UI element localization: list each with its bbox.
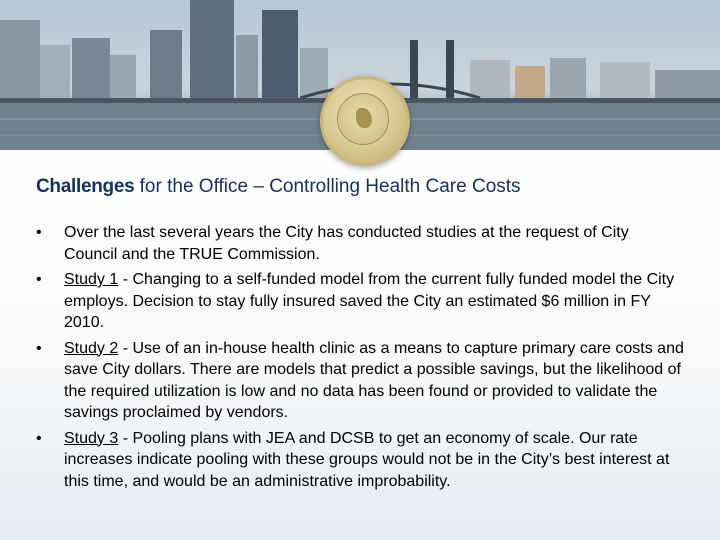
bullet-item-study-3: [36, 428, 686, 493]
bullet-marker: •: [36, 429, 42, 447]
city-seal-logo: [320, 76, 410, 166]
seal-emblem: [337, 93, 389, 145]
seal-map-shape: [356, 108, 372, 128]
bullet-item-study-2: [36, 338, 686, 424]
slide-title-strong: Challenges: [36, 176, 135, 197]
bullet-text: Over the last several years the City has conducted studies at the request of City Council and the TRUE Commission.: [64, 224, 629, 263]
study-2-link[interactable]: Study 2: [64, 339, 119, 357]
bullet-text: - Use of an in-house health clinic as a means to capture primary care costs and save City dollars. There are models that predict a possible savings, but the likelihood of the required utilization is low and no data has been found or provided to validate the savings proclaimed by vendors.: [64, 339, 684, 421]
study-1-link[interactable]: Study 1: [64, 271, 119, 288]
bullet-text: - Pooling plans with JEA and DCSB to get an economy of scale. Our rate increases indicate pooling with these groups would not be in the City’s best interest at this time, and would be an administrative improbability.: [64, 429, 670, 490]
bullet-text: - Changing to a self-funded model from the current fully funded model the City employs. Decision to stay fully insured saved the City an estimated $6 million in FY 2010.: [64, 271, 675, 331]
bullet-marker: •: [36, 224, 42, 241]
bullet-list: [36, 222, 686, 496]
study-3-link[interactable]: Study 3: [64, 429, 119, 447]
bullet-marker: •: [36, 339, 42, 357]
bullet-item-overview: [36, 222, 686, 265]
slide-title-rest: for the Office – Controlling Health Care Costs: [134, 176, 521, 197]
bullet-marker: •: [36, 271, 42, 288]
bullet-item-study-1: [36, 269, 686, 334]
slide-title: [36, 176, 706, 198]
